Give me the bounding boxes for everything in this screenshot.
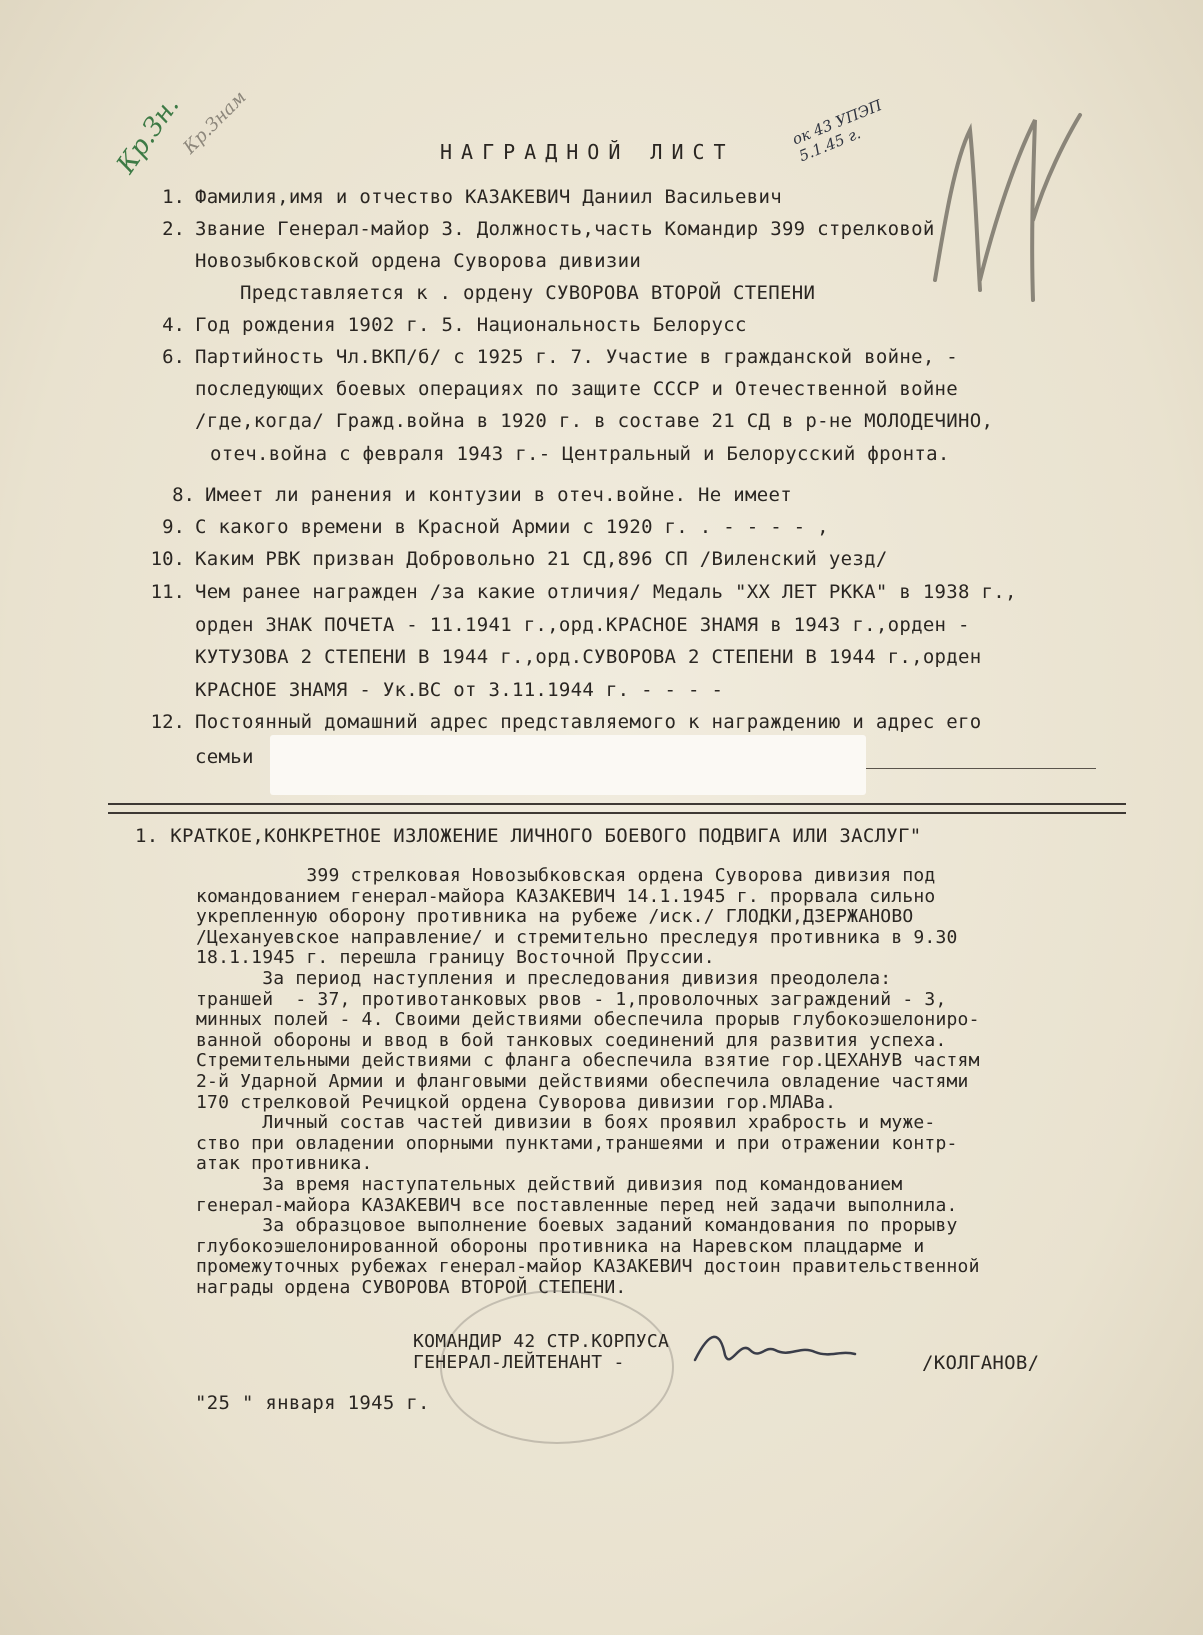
- narrative-line: генерал-майора КАЗАКЕВИЧ все поставленные перед ней задачи выполнила.: [196, 1194, 958, 1216]
- field-party-membership: Партийность Чл.ВКП/б/ с 1925 г. 7. Участие в гражданской войне, -: [195, 346, 959, 368]
- narrative-line: награды ордена СУВОРОВА ВТОРОЙ СТЕПЕНИ.: [196, 1276, 627, 1298]
- narrative-line: Личный состав частей дивизии в боях проявил храбрость и муже-: [196, 1112, 936, 1134]
- redacted-address: [270, 735, 866, 795]
- field-number: 2.: [162, 218, 185, 240]
- narrative-line: траншей - 37, противотанковых рвов - 1,проволочных заграждений - 3,: [196, 988, 947, 1010]
- section-heading: 1. КРАТКОЕ,КОНКРЕТНОЕ ИЗЛОЖЕНИЕ ЛИЧНОГО БОЕВОГО ПОДВИГА ИЛИ ЗАСЛУГ": [135, 825, 922, 847]
- field-number: 4.: [162, 314, 185, 336]
- field-previous-awards: КУТУЗОВА 2 СТЕПЕНИ В 1944 г.,орд.СУВОРОВА 2 СТЕПЕНИ В 1944 г.,орден: [195, 646, 982, 668]
- field-previous-awards: КРАСНОЕ ЗНАМЯ - Ук.ВС от 3.11.1944 г. - - - -: [195, 679, 724, 701]
- narrative-line: За время наступательных действий дивизия под командованием: [196, 1173, 903, 1195]
- field-war-participation: последующих боевых операциях по защите СССР и Отечественной войне: [195, 378, 959, 400]
- field-drafted-by: Каким РВК призван Добровольно 21 СД,896 СП /Виленский уезд/: [195, 548, 888, 570]
- narrative-line: глубокоэшелонированной обороны противника на Наревском плацдарме и: [196, 1235, 925, 1257]
- field-home-address: Постоянный домашний адрес представляемого к награждению и адрес его: [195, 711, 982, 733]
- address-underline: [866, 768, 1096, 769]
- field-previous-awards: Чем ранее награжден /за какие отличия/ Медаль "XX ЛЕТ РККА" в 1938 г.,: [195, 581, 1017, 603]
- handwritten-signature-icon: [690, 1320, 860, 1380]
- signature-name: /КОЛГАНОВ/: [922, 1352, 1040, 1374]
- field-war-participation: отеч.война с февраля 1943 г.- Центральный и Белорусский фронта.: [210, 443, 950, 465]
- narrative-line: ство при овладении опорными пунктами,траншеями и при отражении контр-: [196, 1132, 958, 1154]
- narrative-line: /Цехануевское направление/ и стремительно преследуя противника в 9.30: [196, 926, 958, 948]
- pencil-scribble-icon: [915, 100, 1090, 310]
- narrative-line: 170 стрелковой Речицкой ордена Суворова дивизии гор.МЛАВа.: [196, 1091, 837, 1113]
- signature-date: "25 " января 1945 г.: [195, 1392, 430, 1414]
- narrative-line: 2-й Ударной Армии и фланговыми действиями обеспечила овладение частями: [196, 1070, 969, 1092]
- field-number: 12.: [150, 711, 185, 733]
- field-number: 6.: [162, 346, 185, 368]
- field-full-name: Фамилия,имя и отчество КАЗАКЕВИЧ Даниил Васильевич: [195, 186, 782, 208]
- field-service-since: С какого времени в Красной Армии с 1920 г. . - - - - ,: [195, 516, 829, 538]
- field-number: 9.: [162, 516, 185, 538]
- signature-rank: ГЕНЕРАЛ-ЛЕЙТЕНАНТ -: [413, 1352, 625, 1373]
- narrative-line: 18.1.1945 г. перешла границу Восточной Пруссии.: [196, 947, 715, 969]
- narrative-line: Стремительными действиями с фланга обеспечила взятие гор.ЦЕХАНУВ частям: [196, 1050, 980, 1072]
- narrative-line: командованием генерал-майора КАЗАКЕВИЧ 14.1.1945 г. прорвала сильно: [196, 885, 936, 907]
- narrative-line: За образцовое выполнение боевых заданий командования по прорыву: [196, 1215, 958, 1237]
- field-previous-awards: орден ЗНАК ПОЧЕТА - 11.1941 г.,орд.КРАСНОЕ ЗНАМЯ в 1943 г.,орден -: [195, 614, 970, 636]
- narrative-line: ванной обороны и ввод в бой танковых соединений для развития успеха.: [196, 1029, 947, 1051]
- narrative-line: минных полей - 4. Своими действиями обеспечила прорыв глубокоэшелониро-: [196, 1009, 980, 1031]
- handwritten-green-mark: Кр.Зн.: [111, 90, 186, 180]
- field-number: 11.: [150, 581, 185, 603]
- field-rank-position: Звание Генерал-майор 3. Должность,часть Командир 399 стрелковой: [195, 218, 935, 240]
- field-home-address: семьи: [195, 746, 254, 768]
- field-birth-nationality: Год рождения 1902 г. 5. Национальность Белорусс: [195, 314, 747, 336]
- signature-position: КОМАНДИР 42 СТР.КОРПУСА: [413, 1331, 670, 1352]
- field-award-nominated: Представляется к . ордену СУВОРОВА ВТОРОЙ СТЕПЕНИ: [240, 282, 816, 304]
- narrative-line: атак противника.: [196, 1153, 373, 1175]
- narrative-line: За период наступления и преследования дивизия преодолела:: [196, 967, 892, 989]
- narrative-line: укрепленную оборону противника на рубеже /иск./ ГЛОДКИ,ДЗЕРЖАНОВО: [196, 906, 914, 928]
- narrative-body: [196, 866, 980, 1298]
- field-number: 1.: [162, 186, 185, 208]
- narrative-line: промежуточных рубежах генерал-майор КАЗАКЕВИЧ достоин правительственной: [196, 1256, 980, 1278]
- field-unit-continuation: Новозыбковской ордена Суворова дивизии: [195, 250, 642, 272]
- document-title: НАГРАДНОЙ ЛИСТ: [440, 140, 735, 164]
- field-war-participation: /где,когда/ Гражд.война в 1920 г. в составе 21 СД в р-не МОЛОДЕЧИНО,: [195, 410, 994, 432]
- handwritten-grey-mark: Кр.Знам: [179, 86, 251, 159]
- field-number: 8.: [172, 484, 195, 506]
- section-divider-dashed: [108, 813, 1126, 814]
- handwritten-corner-note: ок 43 УПЭП 5.1.45 г.: [789, 96, 885, 166]
- field-number: 10.: [150, 548, 185, 570]
- narrative-line: 399 стрелковая Новозыбковская ордена Суворова дивизия под: [196, 865, 936, 886]
- field-wounds: Имеет ли ранения и контузии в отеч.войне. Не имеет: [205, 484, 792, 506]
